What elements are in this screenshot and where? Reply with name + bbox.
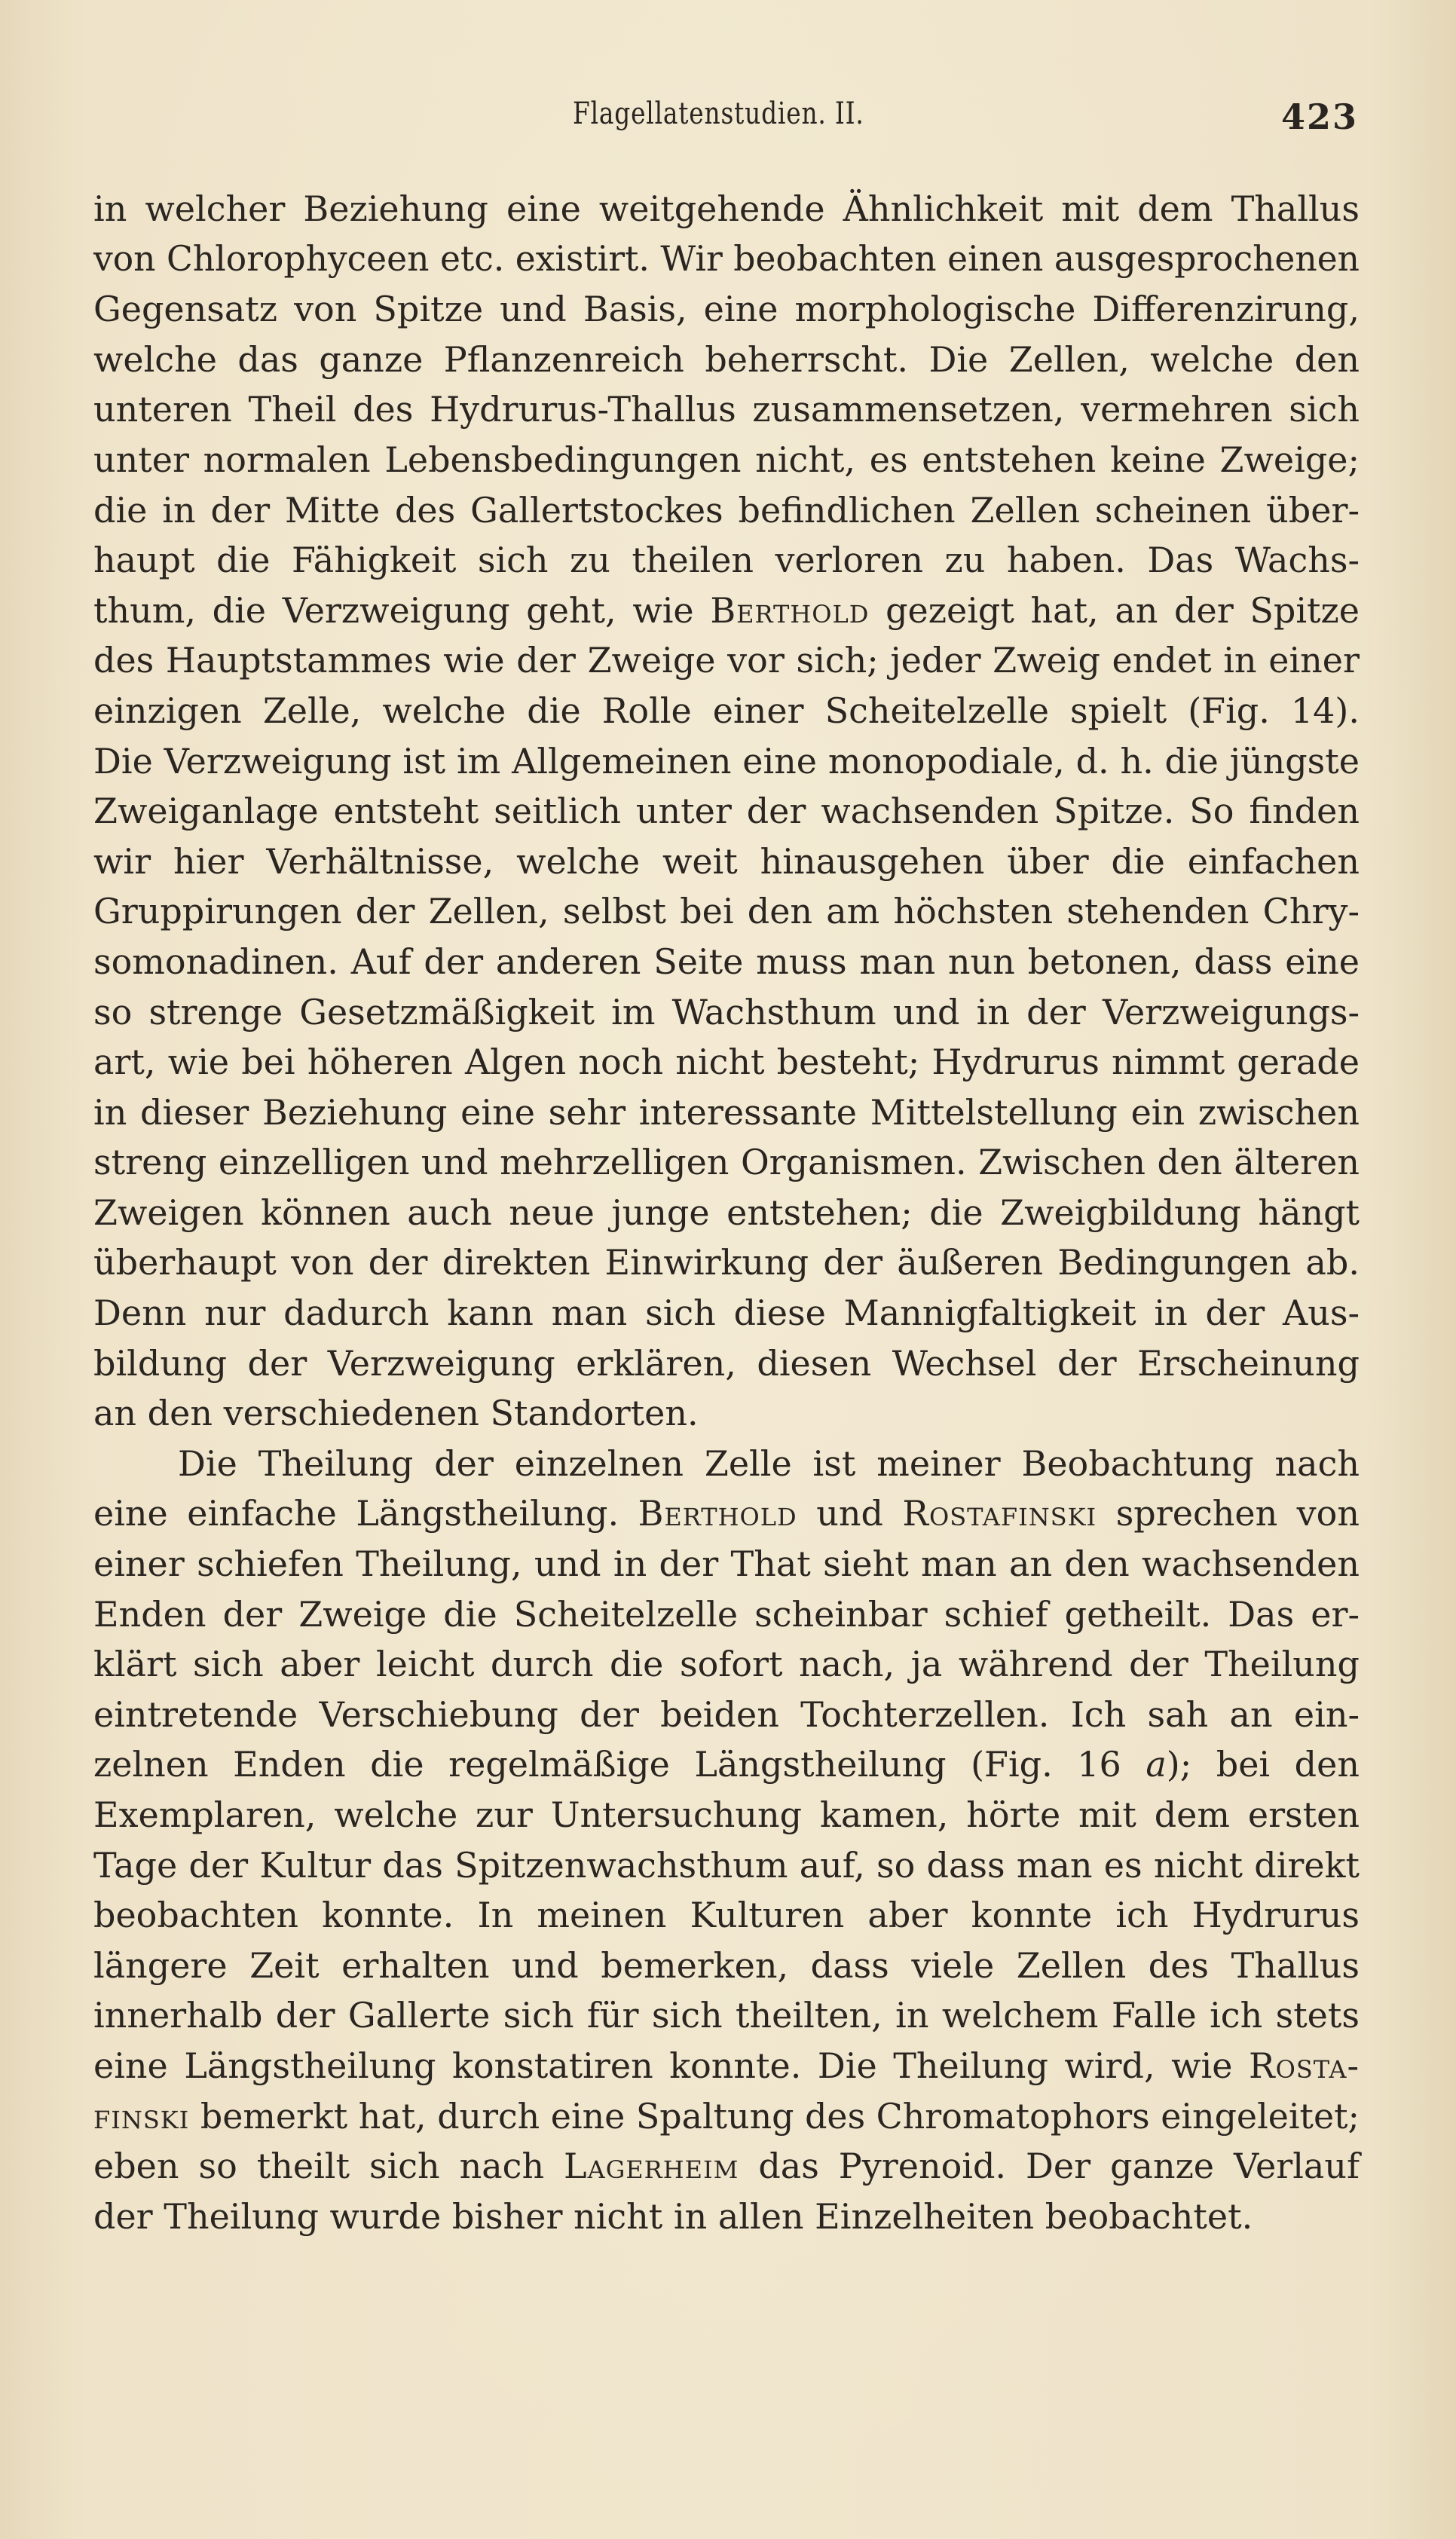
text-segment: einer schiefen Theilung, und in der That sieht man an den wachsenden bbox=[93, 1543, 1360, 1585]
text-line bbox=[93, 2041, 1360, 2091]
text-segment: wir hier Verhältnisse, welche weit hinausgehen über die einfachen bbox=[93, 840, 1360, 882]
text-segment: in dieser Beziehung eine sehr interessante Mittelstellung ein zwischen bbox=[93, 1091, 1360, 1133]
text-segment: thum, die Verzweigung geht, wie bbox=[93, 589, 711, 631]
text-segment: Denn nur dadurch kann man sich diese Mannigfaltigkeit in der Aus- bbox=[93, 1292, 1360, 1334]
text-segment: Gruppirungen der Zellen, selbst bei den am höchsten stehenden Chry- bbox=[93, 891, 1360, 932]
text-line bbox=[93, 1087, 1360, 1138]
text-line bbox=[93, 1990, 1360, 2041]
text-segment: Exemplaren, welche zur Untersuchung kamen, hörte mit dem ersten bbox=[93, 1794, 1360, 1835]
text-segment: zelnen Enden die regelmäßige Längstheilung (Fig. 16 bbox=[93, 1744, 1146, 1785]
text-line bbox=[93, 1790, 1360, 1840]
author-name: Lagerheim bbox=[564, 2146, 739, 2187]
text-segment: Die Theilung der einzelnen Zelle ist meiner Beobachtung nach bbox=[178, 1442, 1360, 1484]
text-segment: bemerkt hat, durch eine Spaltung des Chromatophors eingeleitet; bbox=[189, 2095, 1360, 2137]
text-segment: unteren Theil des Hydrurus-Thallus zusammensetzen, vermehren sich bbox=[93, 389, 1360, 430]
text-line bbox=[93, 1589, 1360, 1640]
text-segment: eben so theilt sich nach bbox=[93, 2146, 564, 2187]
text-line bbox=[93, 987, 1360, 1038]
body-text bbox=[93, 184, 1360, 2241]
text-segment: längere Zeit erhalten und bemerken, dass viele Zellen des Thallus bbox=[93, 1944, 1360, 1986]
text-segment: überhaupt von der direkten Einwirkung der äußeren Bedingungen ab. bbox=[93, 1242, 1360, 1283]
page-header bbox=[0, 96, 1456, 142]
text-line bbox=[93, 1338, 1360, 1389]
text-line bbox=[93, 2141, 1360, 2192]
text-segment: und bbox=[797, 1493, 903, 1534]
text-line bbox=[93, 234, 1360, 285]
text-segment: bildung der Verzweigung erklären, diesen Wechsel der Erscheinung bbox=[93, 1342, 1360, 1384]
text-segment: somonadinen. Auf der anderen Seite muss man nun betonen, dass eine bbox=[93, 941, 1360, 982]
text-line bbox=[93, 1890, 1360, 1941]
text-segment: beobachten konnte. In meinen Kulturen aber konnte ich Hydrurus bbox=[93, 1895, 1360, 1936]
text-line bbox=[93, 485, 1360, 536]
text-line bbox=[93, 1288, 1360, 1338]
text-line bbox=[93, 284, 1360, 335]
author-name: Berthold bbox=[710, 589, 870, 631]
text-line bbox=[93, 1690, 1360, 1740]
text-line bbox=[93, 937, 1360, 987]
text-line bbox=[93, 837, 1360, 887]
text-segment: so strenge Gesetzmäßigkeit im Wachsthum und in der Verzweigungs- bbox=[93, 991, 1360, 1032]
text-line bbox=[93, 435, 1360, 485]
text-segment: Zweiganlage entsteht seitlich unter der wachsenden Spitze. So finden bbox=[93, 791, 1360, 832]
text-segment: haupt die Fähigkeit sich zu theilen verloren zu haben. Das Wachs- bbox=[93, 540, 1360, 581]
text-line bbox=[93, 2091, 1360, 2142]
author-name: Rostafinski bbox=[902, 1493, 1097, 1534]
text-segment: welche das ganze Pflanzenreich beherrscht. Die Zellen, welche den bbox=[93, 338, 1360, 380]
page-number: 423 bbox=[1280, 96, 1358, 137]
text-line bbox=[93, 1840, 1360, 1891]
text-line bbox=[93, 786, 1360, 837]
text-segment: sprechen von bbox=[1097, 1493, 1360, 1534]
text-line bbox=[93, 1237, 1360, 1288]
text-segment: in welcher Beziehung eine weitgehende Ähnlichkeit mit dem Thallus bbox=[93, 188, 1360, 229]
text-line bbox=[93, 535, 1360, 586]
text-line bbox=[93, 1941, 1360, 1991]
text-line bbox=[93, 184, 1360, 234]
text-line bbox=[93, 1439, 1360, 1489]
text-segment: unter normalen Lebensbedingungen nicht, es entstehen keine Zweige; bbox=[93, 439, 1360, 480]
text-segment: innerhalb der Gallerte sich für sich theilten, in welchem Falle ich stets bbox=[93, 1995, 1360, 2036]
text-segment: ); bei den bbox=[1166, 1744, 1360, 1785]
text-line bbox=[93, 335, 1360, 385]
running-title: Flagellatenstudien. II. bbox=[573, 96, 864, 131]
author-name: Berthold bbox=[638, 1493, 797, 1534]
text-line bbox=[93, 736, 1360, 787]
paragraph bbox=[93, 184, 1360, 1439]
text-segment: die in der Mitte des Gallertstockes befindlichen Zellen scheinen über- bbox=[93, 489, 1360, 531]
text-segment: eine einfache Längstheilung. bbox=[93, 1493, 638, 1534]
text-line bbox=[93, 1037, 1360, 1087]
text-segment: Gegensatz von Spitze und Basis, eine morphologische Differenzirung, bbox=[93, 289, 1360, 330]
text-segment: an den verschiedenen Standorten. bbox=[93, 1393, 699, 1434]
author-name: Rosta- bbox=[1248, 2045, 1360, 2086]
text-line bbox=[93, 586, 1360, 636]
text-line bbox=[93, 686, 1360, 736]
text-segment: klärt sich aber leicht durch die sofort nach, ja während der Theilung bbox=[93, 1644, 1360, 1685]
text-segment: das Pyrenoid. Der ganze Verlauf bbox=[739, 2146, 1360, 2187]
text-line bbox=[93, 1137, 1360, 1188]
text-line bbox=[93, 1539, 1360, 1589]
text-segment: art, wie bei höheren Algen noch nicht besteht; Hydrurus nimmt gerade bbox=[93, 1042, 1360, 1083]
text-line bbox=[93, 1388, 1360, 1439]
figure-ref-italic: a bbox=[1146, 1744, 1167, 1785]
author-name: finski bbox=[93, 2095, 190, 2137]
text-line bbox=[93, 384, 1360, 435]
text-segment: Enden der Zweige die Scheitelzelle scheinbar schief getheilt. Das er- bbox=[93, 1593, 1360, 1635]
text-line bbox=[93, 1488, 1360, 1539]
text-segment: Tage der Kultur das Spitzenwachsthum auf, so dass man es nicht direkt bbox=[93, 1844, 1360, 1886]
text-line bbox=[93, 1639, 1360, 1690]
text-segment: des Hauptstammes wie der Zweige vor sich; jeder Zweig endet in einer bbox=[93, 640, 1360, 681]
text-line bbox=[93, 635, 1360, 686]
text-segment: Zweigen können auch neue junge entstehen; die Zweigbildung hängt bbox=[93, 1191, 1360, 1233]
paragraph bbox=[93, 1439, 1360, 2242]
text-segment: Die Verzweigung ist im Allgemeinen eine monopodiale, d. h. die jüngste bbox=[93, 740, 1360, 782]
text-segment: der Theilung wurde bisher nicht in allen Einzelheiten beobachtet. bbox=[93, 2195, 1253, 2237]
text-line bbox=[93, 886, 1360, 937]
text-line bbox=[93, 2192, 1360, 2242]
text-line bbox=[93, 1739, 1360, 1790]
text-segment: einzigen Zelle, welche die Rolle einer Scheitelzelle spielt (Fig. 14). bbox=[93, 690, 1360, 731]
text-segment: gezeigt hat, an der Spitze bbox=[869, 589, 1360, 631]
text-segment: von Chlorophyceen etc. existirt. Wir beobachten einen ausgesprochenen bbox=[93, 238, 1360, 279]
text-line bbox=[93, 1188, 1360, 1238]
text-segment: eine Längstheilung konstatiren konnte. Die Theilung wird, wie bbox=[93, 2045, 1249, 2086]
text-segment: streng einzelligen und mehrzelligen Organismen. Zwischen den älteren bbox=[93, 1142, 1360, 1183]
text-segment: eintretende Verschiebung der beiden Tochterzellen. Ich sah an ein- bbox=[93, 1693, 1360, 1735]
